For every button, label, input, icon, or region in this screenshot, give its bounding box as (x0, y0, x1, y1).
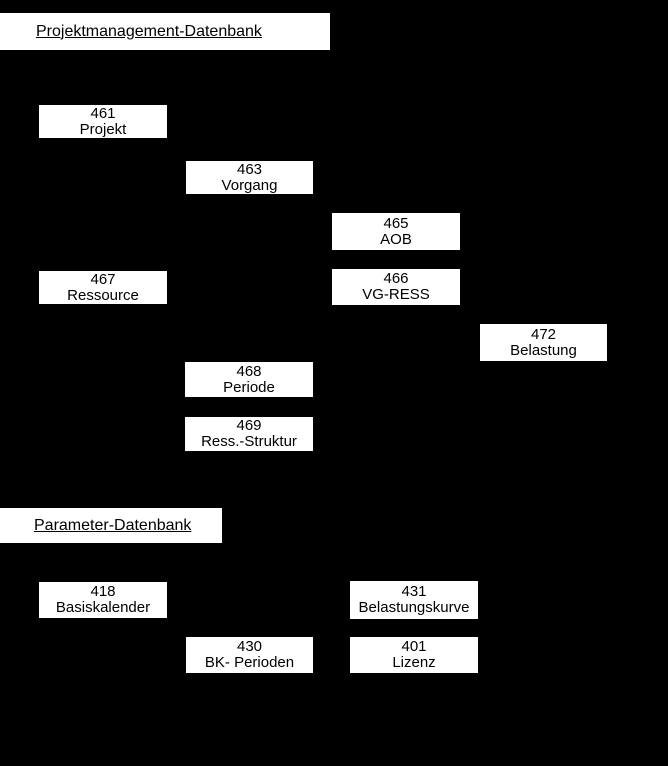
table-number: 463 (236, 160, 263, 178)
table-number: 401 (401, 638, 427, 655)
section-title-projektmanagement-datenbank (0, 13, 330, 50)
db-table-box-466-vg-ress (332, 269, 460, 305)
table-label: Basiskalender (55, 599, 151, 616)
db-table-box-461-projekt (39, 105, 167, 138)
db-table-box-431-belastungskurve (350, 581, 478, 619)
section-title-text: Projektmanagement-Datenbank (36, 22, 262, 40)
table-label: Belastungskurve (358, 599, 470, 616)
db-table-box-418-basiskalender (39, 582, 167, 618)
db-table-box-467-ressource (39, 271, 167, 304)
db-table-box-463-vorgang (186, 161, 313, 194)
section-title-text: Parameter-Datenbank (34, 516, 192, 534)
table-label: AOB (380, 230, 412, 248)
table-number: 466 (383, 270, 409, 287)
table-label: VG-RESS (362, 286, 430, 303)
table-number: 468 (236, 362, 262, 380)
table-number: 465 (383, 214, 409, 232)
table-label: Belastung (510, 341, 577, 359)
table-label: Lizenz (392, 654, 436, 671)
section-title-parameter-datenbank (0, 508, 222, 543)
table-number: 472 (530, 325, 557, 343)
table-label: Ressource (67, 286, 139, 304)
db-table-box-465-aob (332, 213, 460, 250)
table-number: 461 (90, 104, 116, 122)
table-number: 467 (90, 270, 116, 288)
db-table-box-401-lizenz (350, 637, 478, 673)
table-number: 430 (236, 638, 263, 655)
db-table-box-430-bk-perioden (186, 637, 313, 673)
table-number: 418 (90, 583, 116, 600)
db-table-box-469-ress-struktur (185, 417, 313, 451)
table-label: Ress.-Struktur (201, 433, 297, 450)
table-label: Vorgang (221, 176, 278, 194)
table-label: BK- Perioden (204, 654, 295, 671)
db-table-box-472-belastung (480, 324, 607, 361)
table-number: 431 (401, 583, 427, 600)
table-number: 469 (236, 417, 262, 434)
table-label: Projekt (79, 120, 127, 138)
db-table-box-468-periode (185, 362, 313, 397)
table-label: Periode (223, 378, 275, 396)
